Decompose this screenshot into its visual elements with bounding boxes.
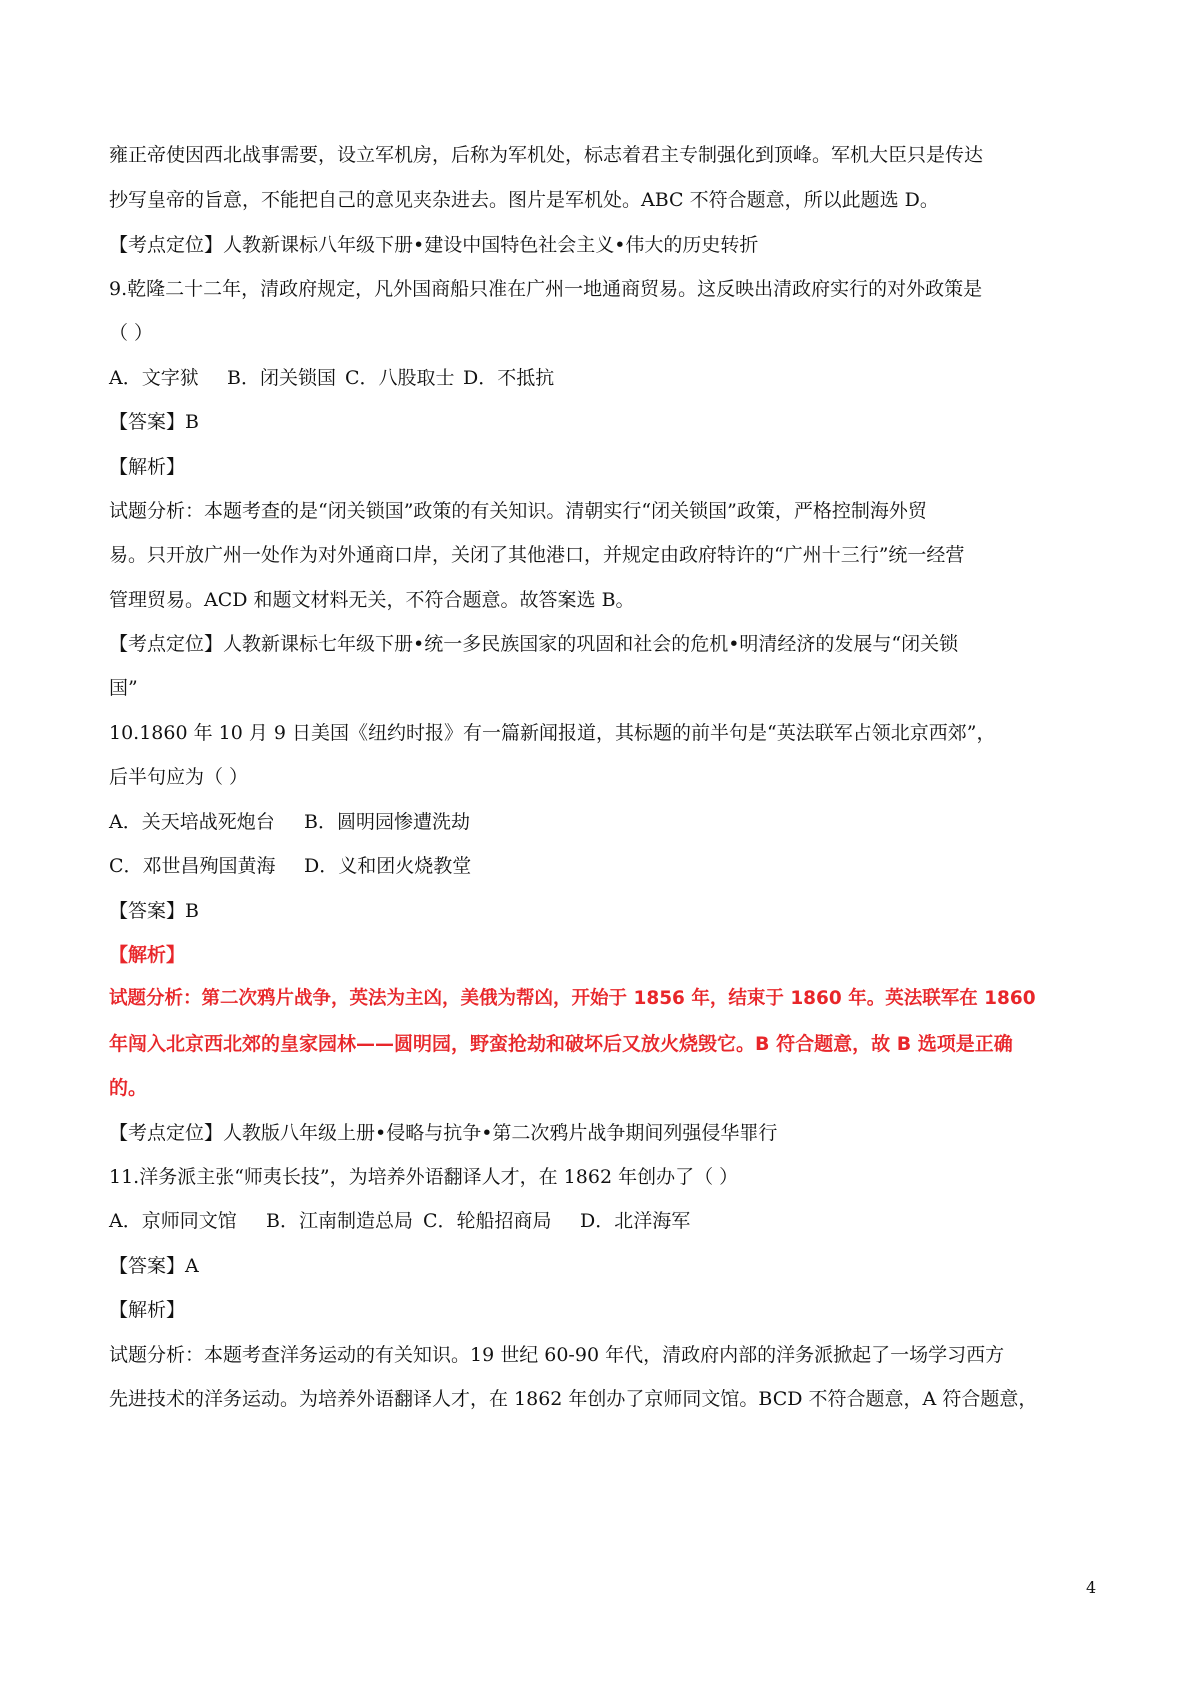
q10-option-c: C．邓世昌殉国黄海 [109,855,276,877]
q10-analysis-line-2: 年闯入北京西北郊的皇家园林——圆明园，野蛮抢劫和破坏后又放火烧毁它。B 符合题意，故 B 选项是正确 [109,1033,1013,1055]
q9-option-b: B．闭关锁国 [227,367,336,389]
q9-options [109,365,1109,391]
q10-option-d: D．义和团火烧教堂 [304,855,472,877]
q9-knowledge-point-line-2: 国” [109,677,138,699]
q8-knowledge-point: 【考点定位】人教新课标八年级下册•建设中国特色社会主义•伟大的历史转折 [109,234,759,256]
q10-option-b: B．圆明园惨遭洗劫 [304,811,470,833]
q11-answer: 【答案】A [109,1255,199,1277]
q10-analysis-heading: 【解析】 [109,944,186,966]
q9-option-c: C．八股取士 [345,367,455,389]
q10-options-row-2 [109,853,1109,879]
page-number: 4 [1086,1578,1097,1597]
q9-stem: 9.乾隆二十二年，清政府规定，凡外国商船只准在广州一地通商贸易。这反映出清政府实行的对外政策是 [109,278,983,300]
q10-answer: 【答案】B [109,900,199,922]
q9-knowledge-point-line-1: 【考点定位】人教新课标七年级下册•统一多民族国家的巩固和社会的危机•明清经济的发展与“闭关锁 [109,633,959,655]
q11-analysis-line-1: 试题分析：本题考查洋务运动的有关知识。19 世纪 60-90 年代，清政府内部的洋务派掀起了一场学习西方 [109,1344,1005,1366]
q9-analysis-line-1: 试题分析：本题考查的是“闭关锁国”政策的有关知识。清朝实行“闭关锁国”政策，严格控制海外贸 [109,500,927,522]
q8-analysis-line-2: 抄写皇帝的旨意，不能把自己的意见夹杂进去。图片是军机处。ABC 不符合题意，所以此题选 D。 [109,189,939,211]
q10-options-row-1 [109,809,1109,835]
q11-stem: 11.洋务派主张“师夷长技”，为培养外语翻译人才，在 1862 年创办了（ ） [109,1166,739,1188]
q9-analysis-heading: 【解析】 [109,456,186,478]
q11-analysis-heading: 【解析】 [109,1299,186,1321]
q9-analysis-line-3: 管理贸易。ACD 和题文材料无关，不符合题意。故答案选 B。 [109,589,635,611]
q11-option-a: A．京师同文馆 [109,1210,237,1232]
q10-option-a: A．关天培战死炮台 [109,811,275,833]
q11-options [109,1208,1109,1234]
q9-analysis-line-2: 易。只开放广州一处作为对外通商口岸，关闭了其他港口，并规定由政府特许的“广州十三行”统一经营 [109,544,965,566]
q11-analysis-line-2: 先进技术的洋务运动。为培养外语翻译人才，在 1862 年创办了京师同文馆。BCD 不符合题意，A 符合题意， [109,1388,1038,1410]
q10-analysis-line-1: 试题分析：第二次鸦片战争，英法为主凶，美俄为帮凶，开始于 1856 年，结束于 1860 年。英法联军在 1860 [109,988,1036,1009]
q9-option-a: A．文字狱 [109,367,199,389]
q11-option-d: D．北洋海军 [580,1210,691,1232]
q10-analysis-line-3: 的。 [109,1077,148,1099]
q9-blank: （ ） [109,322,154,344]
q10-knowledge-point: 【考点定位】人教版八年级上册•侵略与抗争•第二次鸦片战争期间列强侵华罪行 [109,1122,778,1144]
q10-stem-line-1: 10.1860 年 10 月 9 日美国《纽约时报》有一篇新闻报道，其标题的前半句是“英法联军占领北京西郊”， [109,722,996,744]
q9-option-d: D．不抵抗 [463,367,555,389]
q9-answer: 【答案】B [109,411,199,433]
q11-option-c: C．轮船招商局 [423,1210,552,1232]
q11-option-b: B．江南制造总局 [266,1210,413,1232]
q10-stem-line-2: 后半句应为（ ） [109,766,249,788]
q8-analysis-line-1: 雍正帝使因西北战事需要，设立军机房，后称为军机处，标志着君主专制强化到顶峰。军机大臣只是传达 [109,144,984,166]
